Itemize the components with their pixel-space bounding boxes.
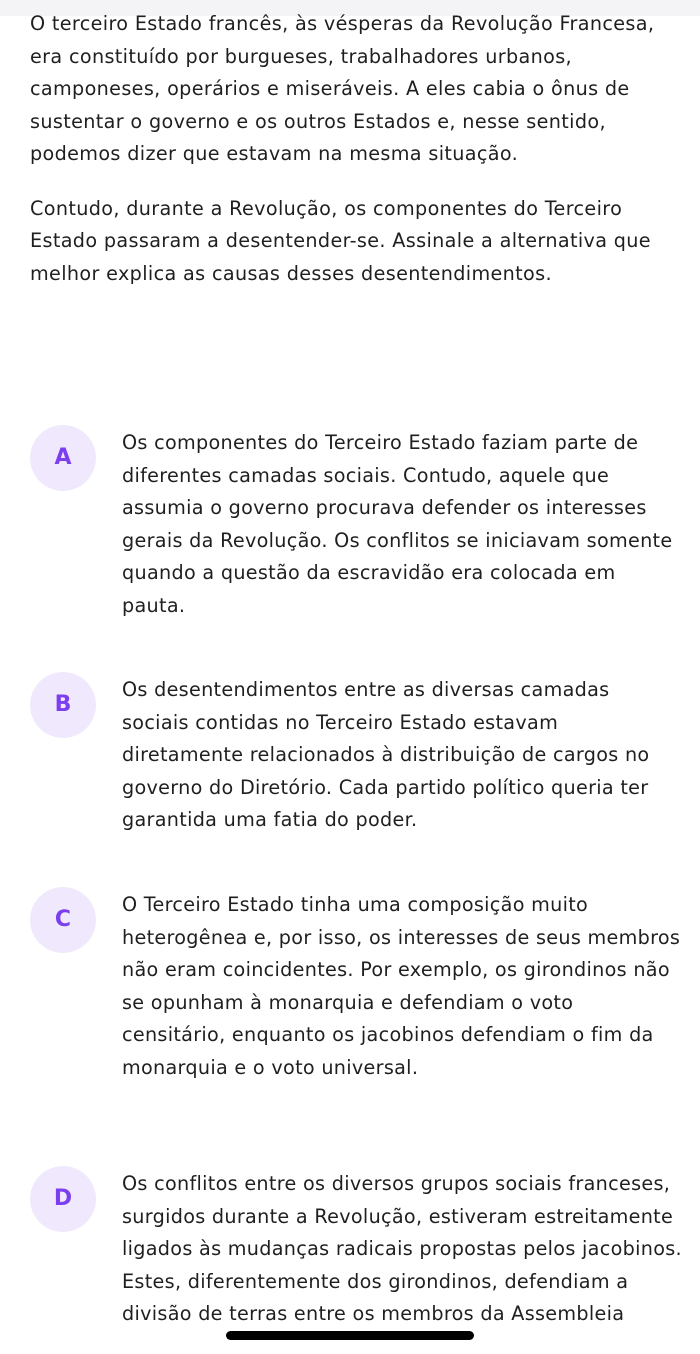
option-b-text[interactable]: Os desentendimentos entre as diversas camadas sociais contidas no Terceiro Estado estavam diretamente relacionados à distribuição de cargos no governo do Diretório. Cada partido político queria ter garantida uma fatia do poder. — [122, 678, 650, 831]
option-d-text[interactable]: Os conflitos entre os diversos grupos sociais franceses, surgidos durante a Revolução, estiveram estreitamente ligados às mudanças radicais propostas pelos jacobinos. Estes, diferentemente dos girondinos, defendiam a divisão de terras entre os membros da Assembleia — [122, 1172, 682, 1325]
question-paragraph-2: Contudo, durante a Revolução, os componentes do Terceiro Estado passaram a desentender-se. Assinale a alternativa que melhor explica as causas desses desentendimentos. — [30, 196, 651, 285]
option-a-text[interactable]: Os componentes do Terceiro Estado faziam parte de diferentes camadas sociais. Contudo, aquele que assumia o governo procurava defender os interesses gerais da Revolução. Os conflitos se iniciavam somente quando a questão da escravidão era colocada em pauta. — [122, 431, 673, 617]
option-d-letter-badge[interactable]: D — [30, 1166, 96, 1232]
home-indicator[interactable] — [226, 1331, 474, 1340]
option-b-letter-badge[interactable]: B — [30, 672, 96, 738]
option-c-letter-badge[interactable]: C — [30, 887, 96, 953]
option-c-text[interactable]: O Terceiro Estado tinha uma composição muito heterogênea e, por isso, os interesses de seus membros não eram coincidentes. Por exemplo, os girondinos não se opunham à monarquia e defendiam o voto censitário, enquanto os jacobinos defendiam o fim da monarquia e o voto universal. — [122, 893, 681, 1079]
option-a-letter-badge[interactable]: A — [30, 425, 96, 491]
question-paragraph-1: O terceiro Estado francês, às vésperas da Revolução Francesa, era constituído por burgueses, trabalhadores urbanos, camponeses, operários e miseráveis. A eles cabia o ônus de sustentar o governo e os outros Estados e, nesse sentido, podemos dizer que estavam na mesma situação. — [30, 12, 655, 165]
question-text — [30, 8, 680, 290]
